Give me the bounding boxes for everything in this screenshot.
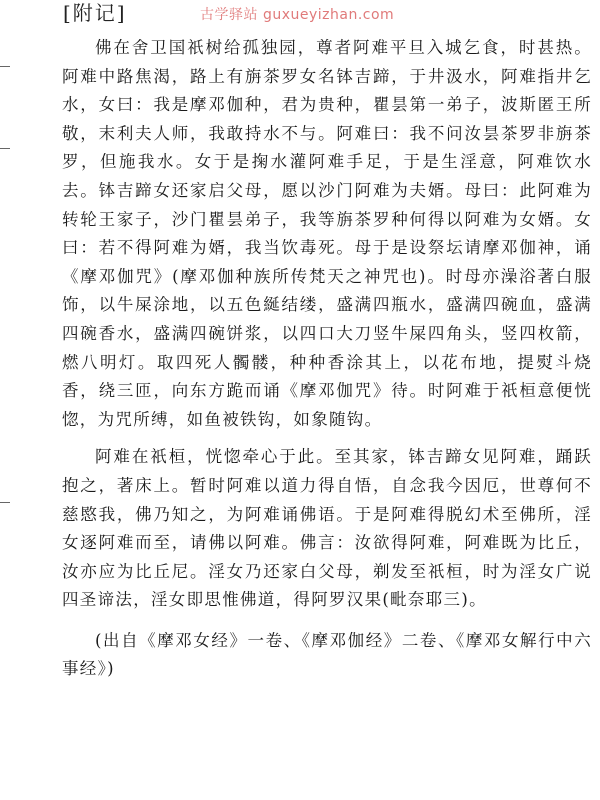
margin-tick [0, 66, 10, 67]
section-title: [附记] [63, 1, 127, 25]
source-note: (出自《摩邓女经》一卷、《摩邓伽经》二卷、《摩邓女解行中六事经》) [62, 630, 592, 679]
document-body [62, 34, 592, 701]
paragraph: 阿难在祇桓，恍惚牵心于此。至其家，钵吉蹄女见阿难，踊跃抱之，著床上。暂时阿难以道力得自悟，自念我今因厄，世尊何不慈愍我，佛乃知之，为阿难诵佛语。于是阿难得脱幻术至佛所，淫女逐阿难而至，请佛以阿难。佛言：汝欲得阿难，阿难既为比丘，汝亦应为比丘尼。淫女乃还家白父母，剃发至祇桓，时为淫女广说四圣谛法，淫女即思惟佛道，得阿罗汉果(毗奈耶三)。 [62, 447, 592, 610]
margin-tick [0, 148, 10, 149]
page-header [63, 0, 127, 30]
site-watermark: 古学驿站 guxueyizhan.com [200, 7, 395, 23]
paragraph: 佛在舍卫国祇树给孤独园，尊者阿难平旦入城乞食，时甚热。阿难中路焦渴，路上有旃茶罗女名钵吉蹄，于井汲水，阿难指井乞水，女曰：我是摩邓伽种，君为贵种，瞿昙第一弟子，波斯匿王所敬，末利夫人师，我敢持水不与。阿难曰：我不问汝昙茶罗非旃茶罗，但施我水。女于是掬水灌阿难手足，于是生淫意，阿难饮水去。钵吉蹄女还家启父母，愿以沙门阿难为夫婿。母曰：此阿难为转轮王家子，沙门瞿昙弟子，我等旃茶罗种何得以阿难为女婿。女曰：若不得阿难为婿，我当饮毒死。母于是设祭坛请摩邓伽神，诵《摩邓伽咒》(摩邓伽种族所传梵天之神咒也)。时母亦澡浴著白服饰，以牛屎涂地，以五色綖结缕，盛满四瓶水，盛满四碗血，盛满四碗香水，盛满四碗饼浆，以四口大刀竖牛屎四角头，竖四枚箭，燃八明灯。取四死人髑髅，种种香涂其上，以花布地，提熨斗烧香，绕三匝，向东方跪而诵《摩邓伽咒》待。时阿难于祇桓意便恍惚，为咒所缚，如鱼被铁钩，如象随钩。 [62, 38, 592, 429]
margin-tick [0, 502, 10, 503]
